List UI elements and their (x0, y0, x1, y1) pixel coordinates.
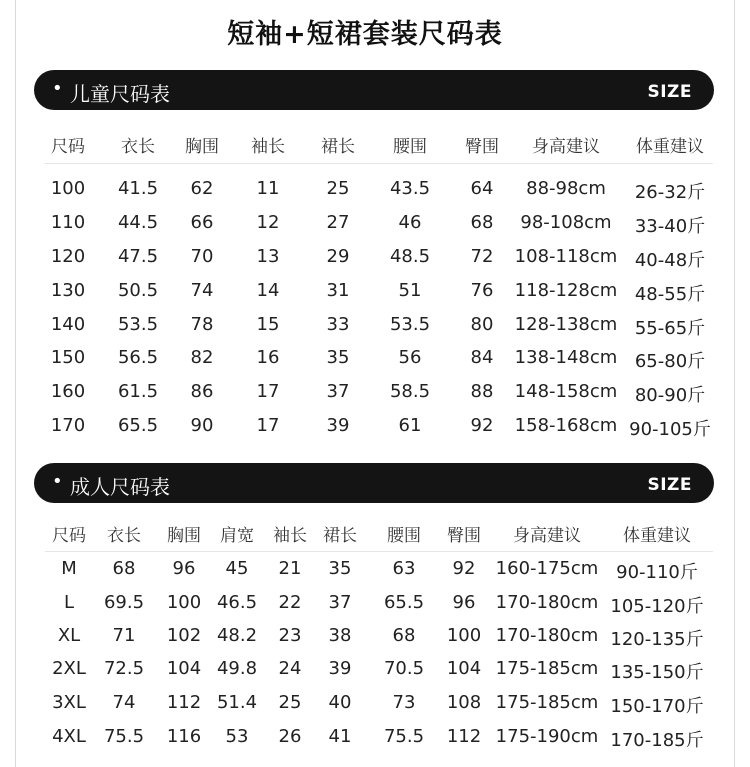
kids-table-cell: 46 (398, 212, 422, 233)
kids-table-cell: 160 (50, 381, 86, 402)
adult-table-cell: 25 (278, 692, 302, 713)
adult-table-cell: 102 (166, 625, 202, 646)
kids-table-cell: 53.5 (389, 314, 431, 335)
adult-col-header: 裙长 (323, 526, 357, 546)
adult-table-cell: 112 (166, 692, 202, 713)
adult-table-cell: 112 (446, 726, 482, 747)
kids-table-cell: 11 (256, 178, 280, 199)
kids-table-cell: 35 (326, 347, 350, 368)
kids-table-cell: 108-118cm (514, 246, 618, 267)
kids-table-cell: 82 (190, 347, 214, 368)
adult-table-cell: 170-180cm (495, 625, 599, 646)
adult-table-cell: 116 (166, 726, 202, 747)
kids-table-cell: 130 (50, 280, 86, 301)
adult-table-cell: 135-150斤 (610, 662, 704, 683)
adult-table-cell: 75.5 (383, 726, 425, 747)
adult-table-cell: 160-175cm (495, 558, 599, 579)
kids-table-cell: 33 (326, 314, 350, 335)
kids-table-cell: 13 (256, 246, 280, 267)
adult-table-cell: 48.2 (216, 625, 258, 646)
adult-table-cell: 104 (166, 658, 202, 679)
adult-table-cell: 108 (446, 692, 482, 713)
kids-table-cell: 80-90斤 (634, 385, 706, 406)
adult-table-cell: 170-185斤 (610, 730, 704, 751)
kids-table-cell: 84 (470, 347, 494, 368)
adult-table-cell: 74 (112, 692, 136, 713)
adult-table-cell: 73 (392, 692, 416, 713)
kids-table-cell: 66 (190, 212, 214, 233)
adult-table-cell: 22 (278, 592, 302, 613)
kids-table-cell: 170 (50, 415, 86, 436)
kids-table-cell: 92 (470, 415, 494, 436)
kids-table-cell: 120 (50, 246, 86, 267)
kids-header-divider (45, 163, 713, 164)
kids-table-cell: 37 (326, 381, 350, 402)
adult-table-cell: 40 (328, 692, 352, 713)
adult-table-cell: 69.5 (103, 592, 145, 613)
adult-table-cell: 96 (172, 558, 196, 579)
kids-table-cell: 41.5 (117, 178, 159, 199)
kids-table-cell: 48.5 (389, 246, 431, 267)
adult-table-cell: 72.5 (103, 658, 145, 679)
adult-table-cell: 35 (328, 558, 352, 579)
adult-table-cell: 175-185cm (495, 658, 599, 679)
kids-table-cell: 90-105斤 (629, 419, 711, 440)
kids-table-cell: 26-32斤 (634, 182, 706, 203)
adult-col-header: 腰围 (387, 526, 421, 546)
adult-table-cell: 21 (278, 558, 302, 579)
adult-table-cell: 46.5 (216, 592, 258, 613)
kids-col-header: 衣长 (121, 137, 155, 157)
adult-table-cell: 49.8 (216, 658, 258, 679)
page-title: 短袖+短裙套装尺码表 (227, 19, 503, 50)
adult-col-header: 尺码 (52, 526, 86, 546)
adult-table-cell: 23 (278, 625, 302, 646)
kids-table-cell: 39 (326, 415, 350, 436)
kids-table-cell: 56.5 (117, 347, 159, 368)
adult-table-cell: 71 (112, 625, 136, 646)
adult-size-tag: SIZE (647, 475, 692, 495)
bullet-icon: • (52, 78, 63, 99)
adult-table-cell: 63 (392, 558, 416, 579)
kids-table-cell: 55-65斤 (634, 318, 706, 339)
kids-col-header: 袖长 (251, 137, 285, 157)
adult-table-cell: 51.4 (216, 692, 258, 713)
kids-table-cell: 53.5 (117, 314, 159, 335)
adult-table-cell: 45 (225, 558, 249, 579)
adult-col-header: 臀围 (447, 526, 481, 546)
adult-table-cell: 2XL (52, 658, 86, 679)
adult-table-cell: 100 (166, 592, 202, 613)
kids-table-cell: 56 (398, 347, 422, 368)
kids-table-cell: 51 (398, 280, 422, 301)
adult-table-cell: 65.5 (383, 592, 425, 613)
kids-table-cell: 29 (326, 246, 350, 267)
kids-table-cell: 65.5 (117, 415, 159, 436)
adult-table-cell: 120-135斤 (610, 629, 704, 650)
adult-table-cell: 70.5 (383, 658, 425, 679)
kids-col-header: 胸围 (185, 137, 219, 157)
adult-table-cell: 41 (328, 726, 352, 747)
kids-table-cell: 47.5 (117, 246, 159, 267)
kids-table-cell: 61.5 (117, 381, 159, 402)
kids-size-tag: SIZE (647, 82, 692, 102)
kids-table-cell: 76 (470, 280, 494, 301)
adult-table-cell: 92 (452, 558, 476, 579)
kids-table-cell: 90 (190, 415, 214, 436)
kids-col-header: 尺码 (51, 137, 85, 157)
adult-table-cell: 37 (328, 592, 352, 613)
adult-table-cell: L (63, 592, 75, 613)
kids-table-cell: 17 (256, 415, 280, 436)
adult-table-cell: 75.5 (103, 726, 145, 747)
adult-table-cell: 39 (328, 658, 352, 679)
kids-table-cell: 150 (50, 347, 86, 368)
adult-table-cell: 150-170斤 (610, 696, 704, 717)
adult-table-cell: 53 (225, 726, 249, 747)
kids-table-cell: 15 (256, 314, 280, 335)
kids-table-cell: 62 (190, 178, 214, 199)
kids-table-cell: 61 (398, 415, 422, 436)
adult-table-cell: 90-110斤 (616, 562, 698, 583)
adult-table-cell: 24 (278, 658, 302, 679)
kids-table-cell: 98-108cm (520, 212, 612, 233)
kids-table-cell: 100 (50, 178, 86, 199)
adult-table-cell: 68 (112, 558, 136, 579)
adult-col-header: 衣长 (107, 526, 141, 546)
bullet-icon: • (52, 471, 63, 492)
adult-table-cell: 96 (452, 592, 476, 613)
kids-table-cell: 68 (470, 212, 494, 233)
kids-col-header: 臀围 (465, 137, 499, 157)
kids-table-cell: 72 (470, 246, 494, 267)
adult-header-divider (45, 551, 713, 552)
kids-table-cell: 158-168cm (514, 415, 618, 436)
kids-table-cell: 88 (470, 381, 494, 402)
adult-table-cell: 105-120斤 (610, 596, 704, 617)
adult-col-header: 胸围 (167, 526, 201, 546)
kids-col-header: 体重建议 (636, 137, 704, 157)
kids-table-cell: 86 (190, 381, 214, 402)
adult-table-cell: 170-180cm (495, 592, 599, 613)
kids-table-cell: 50.5 (117, 280, 159, 301)
kids-table-cell: 78 (190, 314, 214, 335)
adult-section-label: 成人尺码表 (70, 475, 170, 499)
kids-table-cell: 14 (256, 280, 280, 301)
kids-col-header: 腰围 (393, 137, 427, 157)
adult-table-cell: 38 (328, 625, 352, 646)
adult-table-cell: 175-190cm (495, 726, 599, 747)
kids-table-cell: 88-98cm (526, 178, 606, 199)
kids-table-cell: 138-148cm (514, 347, 618, 368)
kids-table-cell: 70 (190, 246, 214, 267)
kids-table-cell: 43.5 (389, 178, 431, 199)
frame-left-border (15, 0, 16, 767)
adult-table-cell: 175-185cm (495, 692, 599, 713)
kids-table-cell: 27 (326, 212, 350, 233)
kids-section-label: 儿童尺码表 (70, 82, 170, 106)
adult-col-header: 身高建议 (513, 526, 581, 546)
adult-col-header: 肩宽 (220, 526, 254, 546)
kids-table-cell: 128-138cm (514, 314, 618, 335)
adult-table-cell: M (61, 558, 77, 579)
adult-table-cell: 26 (278, 726, 302, 747)
adult-table-cell: 4XL (52, 726, 86, 747)
kids-table-cell: 16 (256, 347, 280, 368)
kids-table-cell: 31 (326, 280, 350, 301)
kids-table-cell: 110 (50, 212, 86, 233)
adult-table-cell: 104 (446, 658, 482, 679)
kids-table-cell: 64 (470, 178, 494, 199)
kids-table-cell: 118-128cm (514, 280, 618, 301)
adult-col-header: 体重建议 (623, 526, 691, 546)
kids-table-cell: 17 (256, 381, 280, 402)
kids-table-cell: 140 (50, 314, 86, 335)
frame-right-border (734, 0, 735, 767)
adult-table-cell: 3XL (52, 692, 86, 713)
kids-table-cell: 80 (470, 314, 494, 335)
kids-section-header (34, 70, 714, 110)
adult-table-cell: 100 (446, 625, 482, 646)
kids-table-cell: 12 (256, 212, 280, 233)
adult-section-header (34, 463, 714, 503)
kids-table-cell: 25 (326, 178, 350, 199)
kids-table-cell: 40-48斤 (634, 250, 706, 271)
kids-table-cell: 44.5 (117, 212, 159, 233)
kids-table-cell: 58.5 (389, 381, 431, 402)
adult-table-cell: 68 (392, 625, 416, 646)
kids-col-header: 身高建议 (532, 137, 600, 157)
kids-table-cell: 65-80斤 (634, 351, 706, 372)
kids-table-cell: 74 (190, 280, 214, 301)
kids-table-cell: 33-40斤 (634, 216, 706, 237)
kids-table-cell: 48-55斤 (634, 284, 706, 305)
adult-col-header: 袖长 (273, 526, 307, 546)
kids-table-cell: 148-158cm (514, 381, 618, 402)
adult-table-cell: XL (57, 625, 81, 646)
kids-col-header: 裙长 (321, 137, 355, 157)
